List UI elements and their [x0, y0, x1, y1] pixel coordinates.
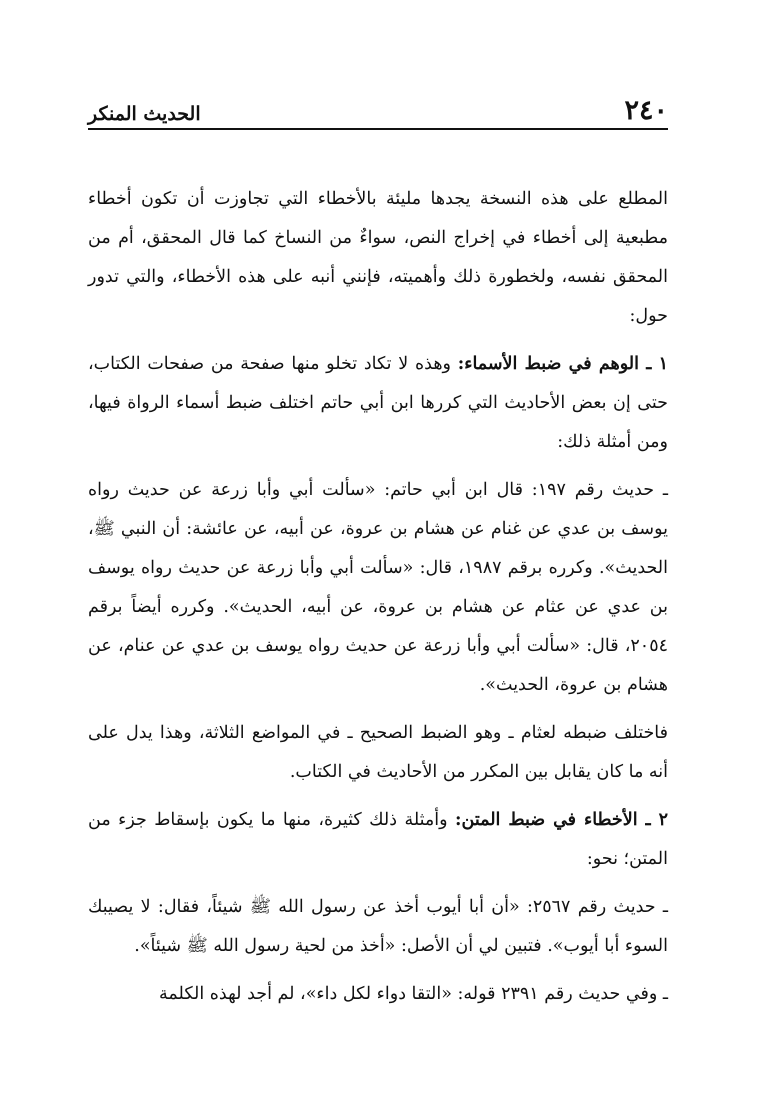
paragraph-text: وهذه لا تكاد تخلو منها صفحة من صفحات الكتاب، حتى إن بعض الأحاديث التي كررها ابن أبي حاتم اختلف ضبط أسماء الرواة فيها، ومن أمثلة ذلك: — [88, 354, 668, 452]
paragraph-text: وأمثلة ذلك كثيرة، منها ما يكون بإسقاط جزء من المتن؛ نحو: — [88, 810, 668, 869]
page-number: ٢٤٠ — [624, 95, 668, 126]
paragraph-heading: ٢ ـ الأخطاء في ضبط المتن: — [455, 810, 668, 830]
page-body — [88, 180, 668, 1014]
running-title: الحديث المنكر — [88, 103, 201, 125]
paragraph-text: فاختلف ضبطه لعثام ـ وهو الضبط الصحيح ـ في المواضع الثلاثة، وهذا يدل على أنه ما كان يقابل بين المكرر من الأحاديث في الكتاب. — [88, 723, 668, 782]
book-page — [88, 88, 668, 1023]
paragraph-text: ـ حديث رقم ٢٥٦٧: «أن أبا أيوب أخذ عن رسول الله ﷺ شيئاً، فقال: لا يصيبك السوء أبا أيوب». فتبين لي أن الأصل: «أخذ من لحية رسول الله ﷺ شيئاً». — [88, 897, 668, 956]
paragraph-hadith-197 — [88, 471, 668, 705]
paragraph-text: ـ حديث رقم ١٩٧: قال ابن أبي حاتم: «سألت أبي وأبا زرعة عن حديث رواه يوسف بن عدي عن غنام عن هشام بن عروة، عن أبيه، عن عائشة: أن النبي ﷺ، الحديث». وكرره برقم ١٩٨٧، قال: «سألت أبي وأبا زرعة عن حديث رواه يوسف بن عدي عن عثام عن هشام بن عروة، عن أبيه، الحديث». وكرره أيضاً برقم ٢٠٥٤، قال: «سألت أبي وأبا زرعة عن حديث رواه يوسف بن عدي عن عنام، عن هشام بن عروة، الحديث». — [88, 480, 669, 695]
paragraph-intro — [88, 180, 668, 336]
paragraph-text: المطلع على هذه النسخة يجدها مليئة بالأخطاء التي تجاوزت أن تكون أخطاء مطبعية إلى أخطاء في إخراج النص، سواءٌ من النساخ كما قال المحقق، أم من المحقق نفسه، ولخطورة ذلك وأهميته، فإنني أنبه على هذه الأخطاء، والتي تدور حول: — [88, 189, 668, 326]
paragraph-hadith-2567 — [88, 888, 668, 966]
paragraph-text: ـ وفي حديث رقم ٢٣٩١ قوله: «التقا دواء لكل داء»، لم أجد لهذه الكلمة — [159, 984, 668, 1004]
page-header — [88, 88, 668, 130]
paragraph-conclusion — [88, 714, 668, 792]
paragraph-names-errors — [88, 345, 668, 462]
paragraph-matn-errors — [88, 801, 668, 879]
paragraph-heading: ١ ـ الوهم في ضبط الأسماء: — [457, 354, 669, 374]
paragraph-hadith-2391 — [88, 975, 668, 1014]
